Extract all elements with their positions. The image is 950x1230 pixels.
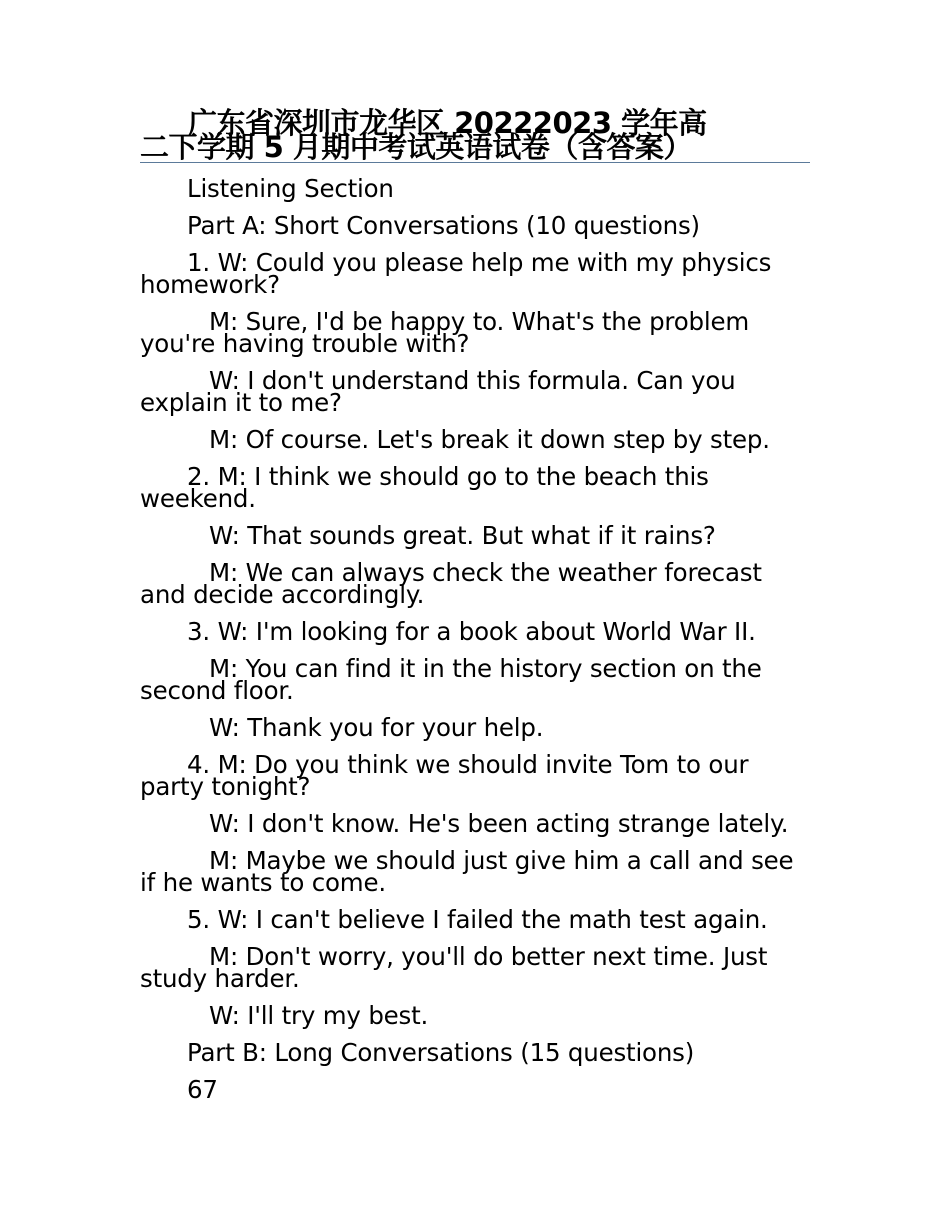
paragraph: M: Don't worry, you'll do better next time. Just study harder. (140, 942, 768, 993)
paragraph: M: You can find it in the history section on the second floor. (140, 654, 762, 705)
paragraph: W: I don't understand this formula. Can you explain it to me? (140, 366, 736, 417)
paragraph: 5. W: I can't believe I failed the math test again. (187, 905, 768, 934)
paragraph: Part A: Short Conversations (10 questions) (187, 211, 700, 240)
paragraph: M: Of course. Let's break it down step by step. (209, 425, 770, 454)
document-body (140, 174, 810, 1104)
paragraph: W: That sounds great. But what if it rains? (209, 521, 716, 550)
paragraph: Part B: Long Conversations (15 questions) (187, 1038, 695, 1067)
paragraph: 4. M: Do you think we should invite Tom to our party tonight? (140, 750, 749, 801)
paragraph: 3. W: I'm looking for a book about World War II. (187, 617, 756, 646)
paragraph: M: Maybe we should just give him a call and see if he wants to come. (140, 846, 794, 897)
paragraph: W: Thank you for your help. (209, 713, 544, 742)
paragraph: W: I'll try my best. (209, 1001, 429, 1030)
paragraph: Listening Section (187, 174, 394, 203)
document-title (140, 104, 810, 163)
paragraph: 67 (187, 1075, 218, 1104)
paragraph: M: Sure, I'd be happy to. What's the problem you're having trouble with? (140, 307, 750, 358)
paragraph: 1. W: Could you please help me with my physics homework? (140, 248, 772, 299)
paragraph: 2. M: I think we should go to the beach this weekend. (140, 462, 709, 513)
paragraph: M: We can always check the weather forecast and decide accordingly. (140, 558, 762, 609)
paragraph: W: I don't know. He's been acting strange lately. (209, 809, 789, 838)
title-line-2: 二下学期 5 月期中考试英语试卷（含答案） (140, 130, 692, 164)
title-line-1: 广东省深圳市龙华区 20222023 学年高 (188, 106, 707, 140)
